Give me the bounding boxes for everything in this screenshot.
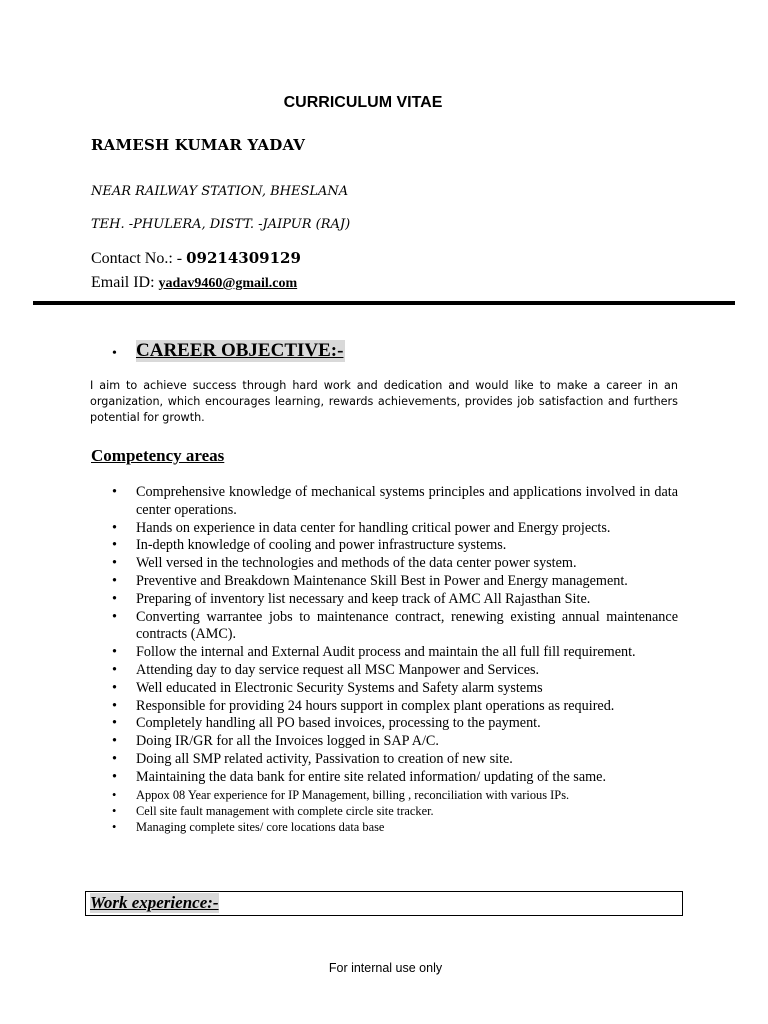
- contact-label: Contact No.: -: [91, 250, 187, 267]
- bullet-dot: •: [112, 555, 117, 572]
- career-objective-heading: CAREER OBJECTIVE:-: [136, 340, 344, 361]
- list-item-text: Managing complete sites/ core locations data base: [136, 819, 385, 834]
- bullet-dot: •: [112, 787, 117, 802]
- list-item-text: Well versed in the technologies and methods of the data center power system.: [136, 555, 577, 572]
- list-item-text: Responsible for providing 24 hours support in complex plant operations as required.: [136, 697, 615, 714]
- list-item-text: Preventive and Breakdown Maintenance Skill Best in Power and Energy management.: [136, 572, 628, 589]
- bullet-dot: •: [112, 715, 117, 732]
- bullet-dot: •: [112, 484, 117, 500]
- list-item: [90, 819, 678, 835]
- list-item: [90, 733, 678, 751]
- work-experience-box: [85, 891, 683, 916]
- list-item-text: Comprehensive knowledge of mechanical systems principles and applications involved in data center operations.: [136, 484, 678, 518]
- list-item: [90, 573, 678, 591]
- list-item-text: Preparing of inventory list necessary and keep track of AMC All Rajasthan Site.: [136, 590, 591, 607]
- list-item-text: Completely handling all PO based invoices, processing to the payment.: [136, 715, 541, 732]
- bullet-dot: •: [112, 750, 117, 767]
- list-item: [90, 662, 678, 680]
- list-item: [90, 555, 678, 573]
- bullet-dot: •: [112, 590, 117, 607]
- address-line-2: TEH. -PHULERA, DISTT. -JAIPUR (RAJ): [91, 217, 351, 232]
- list-item: [90, 520, 678, 538]
- email-label: Email ID:: [91, 274, 159, 291]
- list-item-text: Hands on experience in data center for handling critical power and Energy projects.: [136, 519, 611, 536]
- competency-list: [90, 484, 678, 835]
- career-objective-text: I aim to achieve success through hard work and dedication and would like to make a career in an organization, which encourages learning, rewards achievements, provides job satisfaction and furthers potential for growth.: [90, 379, 678, 424]
- list-item: [90, 698, 678, 716]
- bullet-dot: •: [112, 733, 117, 750]
- contact-number: [91, 249, 301, 268]
- candidate-name: RAMESH KUMAR YADAV: [91, 136, 306, 154]
- bullet-dot: •: [112, 661, 117, 678]
- bullet-dot: •: [112, 679, 117, 696]
- list-item: [90, 769, 678, 787]
- objective-bullet: •: [112, 346, 117, 361]
- footer-note: For internal use only: [328, 961, 443, 975]
- email-link[interactable]: yadav9460@gmail.com: [158, 276, 298, 291]
- document-title: CURRICULUM VITAE: [283, 94, 443, 111]
- list-item-text: Appox 08 Year experience for IP Management, billing , reconciliation with various IPs.: [136, 787, 570, 802]
- list-item: [90, 715, 678, 733]
- bullet-dot: •: [112, 819, 117, 834]
- bullet-dot: •: [112, 768, 117, 785]
- list-item: [90, 803, 678, 819]
- list-item: [90, 609, 678, 645]
- work-experience-heading: Work experience:-: [90, 893, 219, 912]
- email-row: [91, 274, 297, 292]
- address-line-1: NEAR RAILWAY STATION, BHESLANA: [91, 184, 349, 199]
- bullet-dot: •: [112, 572, 117, 589]
- list-item-text: In-depth knowledge of cooling and power infrastructure systems.: [136, 537, 507, 554]
- bullet-dot: •: [112, 803, 117, 818]
- list-item-text: Well educated in Electronic Security Systems and Safety alarm systems: [136, 679, 543, 696]
- list-item: [90, 751, 678, 769]
- list-item: [90, 484, 678, 520]
- list-item: [90, 591, 678, 609]
- list-item: [90, 680, 678, 698]
- list-item: [90, 787, 678, 803]
- header-divider: [33, 301, 735, 305]
- list-item-text: Attending day to day service request all MSC Manpower and Services.: [136, 661, 540, 678]
- list-item-text: Maintaining the data bank for entire site related information/ updating of the same.: [136, 768, 607, 785]
- list-item-text: Doing IR/GR for all the Invoices logged in SAP A/C.: [136, 733, 439, 750]
- list-item: [90, 537, 678, 555]
- list-item-text: Follow the internal and External Audit process and maintain the all full fill requirement.: [136, 644, 636, 661]
- bullet-dot: •: [112, 608, 117, 625]
- list-item: [90, 644, 678, 662]
- bullet-dot: •: [112, 697, 117, 714]
- bullet-dot: •: [112, 644, 117, 661]
- list-item-text: Converting warrantee jobs to maintenance contract, renewing existing annual maintenance contracts (AMC).: [136, 608, 678, 643]
- bullet-dot: •: [112, 519, 117, 536]
- bullet-dot: •: [112, 537, 117, 554]
- list-item-text: Doing all SMP related activity, Passivation to creation of new site.: [136, 750, 513, 767]
- competency-heading: Competency areas: [91, 446, 225, 465]
- contact-value: 09214309129: [186, 249, 301, 267]
- list-item-text: Cell site fault management with complete circle site tracker.: [136, 803, 434, 818]
